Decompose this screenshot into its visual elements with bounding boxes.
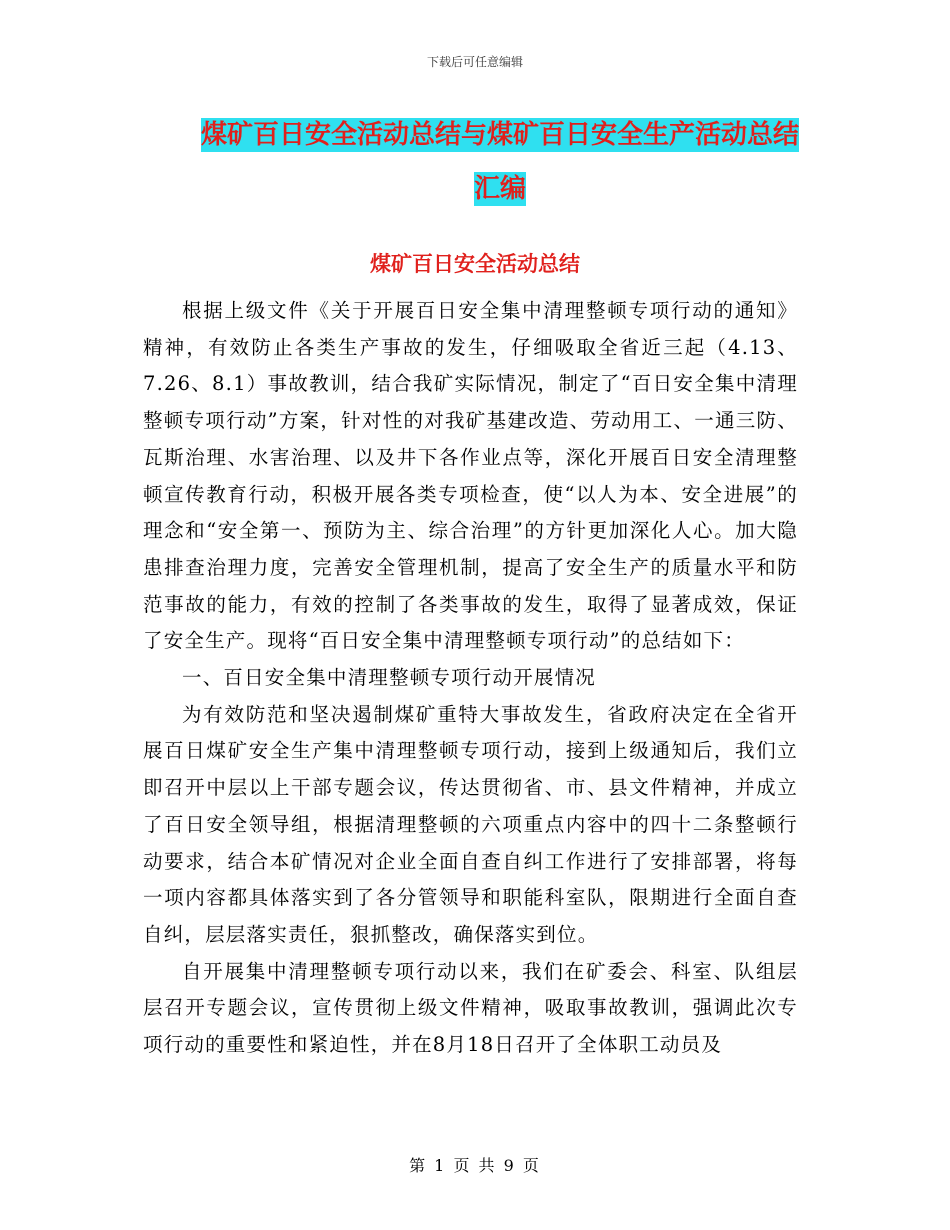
document-title (190, 108, 810, 216)
document-body (143, 293, 798, 1064)
paragraph: 根据上级文件《关于开展百日安全集中清理整顿专项行动的通知》精神，有效防止各类生产事故的发生，仔细吸取全省近三起（4.13、7.26、8.1）事故教训，结合我矿实际情况，制定了“百日安全集中清理整顿专项行动”方案，针对性的对我矿基建改造、劳动用工、一通三防、瓦斯治理、水害治理、以及井下各作业点等，深化开展百日安全清理整顿宣传教育行动，积极开展各类专项检查，使“以人为本、安全进展”的理念和“安全第一、预防为主、综合治理”的方针更加深化人心。加大隐患排查治理力度，完善安全管理机制，提高了安全生产的质量水平和防范事故的能力，有效的控制了各类事故的发生，取得了显著成效，保证了安全生产。现将“百日安全集中清理整顿专项行动”的总结如下： (143, 299, 798, 653)
paragraph: 为有效防范和坚决遏制煤矿重特大事故发生，省政府决定在全省开展百日煤矿安全生产集中清理整顿专项行动，接到上级通知后，我们立即召开中层以上干部专题会议，传达贯彻省、市、县文件精神，并成立了百日安全领导组，根据清理整顿的六项重点内容中的四十二条整顿行动要求，结合本矿情况对企业全面自查自纠工作进行了安排部署，将每一项内容都具体落实到了各分管领导和职能科室队，限期进行全面自查自纠，层层落实责任，狠抓整改，确保落实到位。 (143, 702, 798, 946)
section-heading: 一、百日安全集中清理整顿专项行动开展情况 (182, 666, 597, 690)
page-number-footer: 第 1 页 共 9 页 (409, 1156, 541, 1175)
page-header-note: 下载后可任意编辑 (426, 55, 523, 69)
document-title-line1: 煤矿百日安全活动总结与煤矿百日安全生产活动总结 (200, 120, 799, 150)
paragraph: 自开展集中清理整顿专项行动以来，我们在矿委会、科室、队组层层召开专题会议，宣传贯彻上级文件精神，吸取事故教训，强调此次专项行动的重要性和紧迫性，并在8月18日召开了全体职工动员及 (143, 959, 798, 1057)
section-title: 煤矿百日安全活动总结 (370, 252, 580, 276)
document-title-line2: 汇编 (473, 174, 526, 204)
